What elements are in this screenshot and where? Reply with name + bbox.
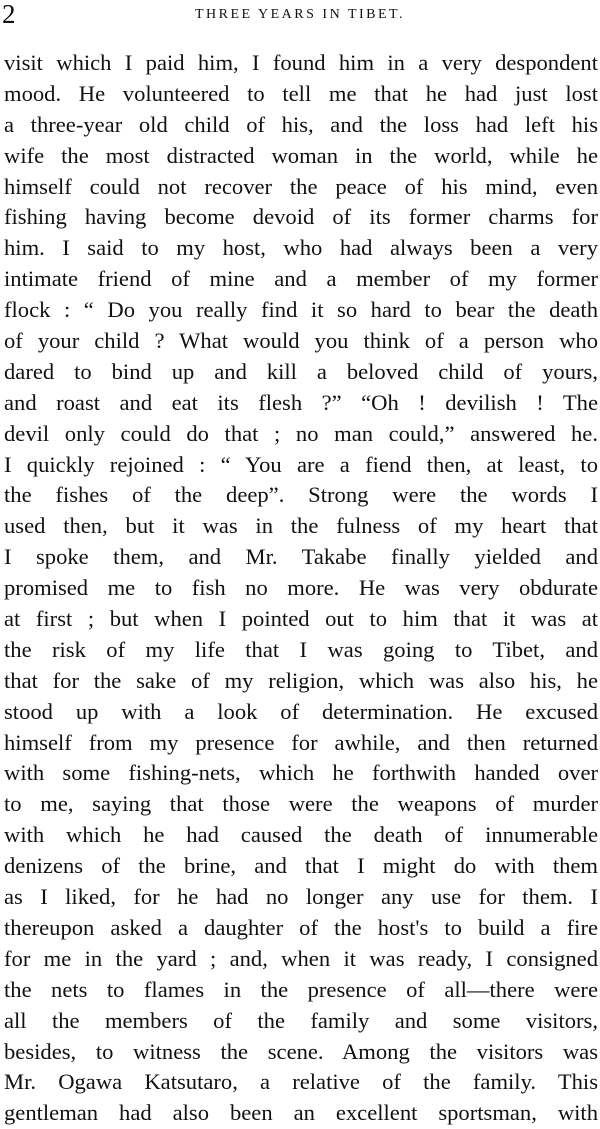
text-line: and roast and eat its flesh ?” “Oh ! devilish ! The <box>4 389 598 415</box>
text-line: I quickly rejoined : “ You are a fiend then, at least, to <box>4 451 598 477</box>
text-line: I spoke them, and Mr. Takabe finally yielded and <box>4 544 598 570</box>
text-line: gentleman had also been an excellent sportsman, with <box>4 1100 598 1126</box>
text-line: a three-year old child of his, and the loss had left his <box>4 111 598 137</box>
text-line: denizens of the brine, and that I might do with them <box>4 853 598 879</box>
text-line: with some fishing-nets, which he forthwith handed over <box>4 760 598 786</box>
text-line: with which he had caused the death of innumerable <box>4 822 598 848</box>
page-header <box>0 0 600 30</box>
body-text <box>4 48 598 1129</box>
text-line: the nets to flames in the presence of all—there were <box>4 976 598 1002</box>
text-line: as I liked, for he had no longer any use for them. I <box>4 884 598 910</box>
text-line: thereupon asked a daughter of the host's to build a fire <box>4 914 598 940</box>
text-line: wife the most distracted woman in the world, while he <box>4 142 598 168</box>
text-line: devil only could do that ; no man could,” answered he. <box>4 420 598 446</box>
text-line: promised me to fish no more. He was very obdurate <box>4 575 598 601</box>
text-line: himself from my presence for awhile, and then returned <box>4 729 598 755</box>
text-line: used then, but it was in the fulness of my heart that <box>4 513 598 539</box>
text-line: the risk of my life that I was going to Tibet, and <box>4 636 598 662</box>
text-line: to me, saying that those were the weapons of murder <box>4 791 598 817</box>
page-number: 2 <box>2 0 16 29</box>
text-line: himself could not recover the peace of his mind, even <box>4 173 598 199</box>
text-line: all the members of the family and some visitors, <box>4 1007 598 1033</box>
text-line: fishing having become devoid of its former charms for <box>4 204 598 230</box>
text-line: of your child ? What would you think of a person who <box>4 328 598 354</box>
text-line: him. I said to my host, who had always been a very <box>4 235 598 261</box>
text-line: flock : “ Do you really find it so hard to bear the death <box>4 297 598 323</box>
text-line: that for the sake of my religion, which was also his, he <box>4 667 598 693</box>
text-line: dared to bind up and kill a beloved child of yours, <box>4 358 598 384</box>
text-line: intimate friend of mine and a member of my former <box>4 266 598 292</box>
text-line: the fishes of the deep”. Strong were the words I <box>4 482 598 508</box>
running-head: THREE YEARS IN TIBET. <box>194 7 406 22</box>
text-line: Mr. Ogawa Katsutaro, a relative of the family. This <box>4 1069 598 1095</box>
text-line: mood. He volunteered to tell me that he had just lost <box>4 80 598 106</box>
text-line: for me in the yard ; and, when it was ready, I consigned <box>4 945 598 971</box>
text-line: at first ; but when I pointed out to him that it was at <box>4 606 598 632</box>
text-line: stood up with a look of determination. He excused <box>4 698 598 724</box>
text-line: visit which I paid him, I found him in a very despondent <box>4 50 598 75</box>
text-line: besides, to witness the scene. Among the visitors was <box>4 1038 598 1064</box>
